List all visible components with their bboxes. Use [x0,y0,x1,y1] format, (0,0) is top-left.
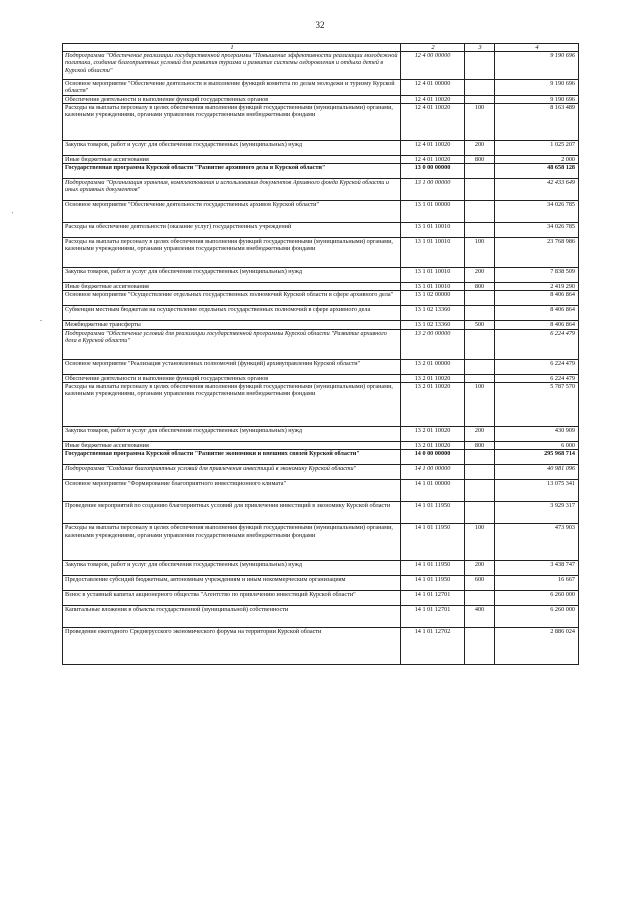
row-code: 13 1 01 10010 [401,223,465,238]
row-amount: 8 406 864 [495,306,579,321]
row-expense-type [465,52,495,80]
row-amount: 9 190 696 [495,95,579,103]
row-code: 13 1 01 00000 [401,201,465,223]
header-col-3: 3 [465,44,495,52]
table-row [63,164,579,179]
row-name: Подпрограмма "Организация хранения, комплектования и использования документов Архивного фонда Курской области и иных архивных документов" [63,179,401,201]
row-code: 13 1 01 10010 [401,283,465,291]
table-row [63,329,579,359]
row-expense-type [465,502,495,524]
row-code: 13 1 02 00000 [401,291,465,306]
row-code: 12 4 01 00000 [401,80,465,96]
row-name: Расходы на выплаты персоналу в целях обеспечения выполнения функций государственными (муниципальными) органами, казенными учреждениями, органами управления государственными внебюджетными фондами [63,103,401,140]
row-amount: 9 190 696 [495,80,579,96]
table-row [63,524,579,561]
row-code: 12 4 01 10020 [401,95,465,103]
row-expense-type [465,95,495,103]
row-expense-type [465,164,495,179]
row-amount: 34 026 785 [495,223,579,238]
row-code: 13 2 01 00000 [401,359,465,374]
row-name: Подпрограмма "Создание благоприятных условий для привлечения инвестиций в экономику Курской области" [63,465,401,480]
row-expense-type [465,374,495,382]
table-row [63,80,579,96]
table-row [63,442,579,450]
row-code: 13 2 01 10020 [401,374,465,382]
table-row [63,480,579,502]
row-expense-type: 200 [465,140,495,155]
row-name: Капитальные вложения в объекты государственной (муниципальной) собственности [63,606,401,628]
row-name: Иные бюджетные ассигнования [63,155,401,163]
page-number: 32 [315,20,325,30]
row-name: Подпрограмма "Обеспечение реализации государственной программы "Повышение эффективности реализации молодежной политики, создание благоприятных условий для развития туризма и развитие системы оздоровления и отдыха детей в Курской области" [63,52,401,80]
row-code: 14 1 01 12701 [401,591,465,606]
row-expense-type: 800 [465,442,495,450]
table-row [63,321,579,329]
row-amount: 7 838 509 [495,268,579,283]
row-name: Расходы на выплаты персоналу в целях обеспечения выполнения функций государственными (муниципальными) органами, казенными учреждениями, органами управления государственными внебюджетными фондами [63,383,401,427]
row-amount: 473 903 [495,524,579,561]
row-code: 13 2 01 10020 [401,442,465,450]
row-name: Иные бюджетные ассигнования [63,283,401,291]
row-expense-type: 100 [465,103,495,140]
row-code: 13 2 01 10020 [401,427,465,442]
row-code: 13 1 02 13360 [401,321,465,329]
header-col-2: 2 [401,44,465,52]
row-name: Государственная программа Курской области "Развитие архивного дела в Курской области" [63,164,401,179]
row-expense-type [465,591,495,606]
row-amount: 6 260 000 [495,591,579,606]
row-amount: 8 406 864 [495,291,579,306]
header-col-1: 1 [63,44,401,52]
row-expense-type [465,329,495,359]
table-row [63,268,579,283]
row-expense-type: 500 [465,321,495,329]
row-amount: 430 909 [495,427,579,442]
row-amount: 1 025 207 [495,140,579,155]
row-amount: 13 075 341 [495,480,579,502]
row-code: 13 1 01 10010 [401,238,465,268]
table-row [63,465,579,480]
margin-mark: ' [12,212,14,218]
row-expense-type: 400 [465,606,495,628]
row-code: 12 4 01 10020 [401,155,465,163]
row-expense-type: 200 [465,427,495,442]
row-name: Закупка товаров, работ и услуг для обеспечения государственных (муниципальных) нужд [63,268,401,283]
row-name: Предоставление субсидий бюджетным, автономным учреждениям и иным некоммерческим организациям [63,576,401,591]
row-expense-type [465,450,495,465]
table-row [63,383,579,427]
row-expense-type: 600 [465,576,495,591]
row-code: 14 1 01 11950 [401,502,465,524]
row-name: Расходы на обеспечение деятельности (оказание услуг) государственных учреждений [63,223,401,238]
row-amount: 295 968 714 [495,450,579,465]
row-expense-type [465,306,495,321]
table-row [63,561,579,576]
table-row [63,606,579,628]
row-amount: 8 163 489 [495,103,579,140]
row-expense-type: 200 [465,561,495,576]
table-row [63,306,579,321]
row-code: 14 1 01 12701 [401,606,465,628]
table-row [63,427,579,442]
row-name: Основное мероприятие "Формирование благоприятного инвестиционного климата" [63,480,401,502]
row-code: 14 1 01 11950 [401,561,465,576]
row-expense-type: 800 [465,283,495,291]
row-code: 12 4 00 00000 [401,52,465,80]
row-amount: 2 000 [495,155,579,163]
row-name: Расходы на выплаты персоналу в целях обеспечения выполнения функций государственными (муниципальными) органами, казенными учреждениями, органами управления государственными внебюджетными фондами [63,238,401,268]
row-amount: 16 667 [495,576,579,591]
row-name: Обеспечение деятельности и выполнение функций государственных органов [63,95,401,103]
row-code: 12 4 01 10020 [401,140,465,155]
row-expense-type [465,359,495,374]
row-name: Взнос в уставный капитал акционерного общества "Агентство по привлечению инвестиций Курской области" [63,591,401,606]
header-col-4: 4 [495,44,579,52]
row-code: 13 2 01 10020 [401,383,465,427]
table-row [63,591,579,606]
row-name: Обеспечение деятельности и выполнение функций государственных органов [63,374,401,382]
row-code: 14 1 01 00000 [401,480,465,502]
row-amount: 34 026 785 [495,201,579,223]
row-amount: 6 224 479 [495,329,579,359]
row-amount: 6 224 479 [495,359,579,374]
row-amount: 8 406 864 [495,321,579,329]
row-amount: 23 768 986 [495,238,579,268]
row-expense-type: 100 [465,238,495,268]
row-name: Закупка товаров, работ и услуг для обеспечения государственных (муниципальных) нужд [63,561,401,576]
row-amount: 9 190 696 [495,52,579,80]
table-row [63,628,579,665]
row-code: 12 4 01 10020 [401,103,465,140]
row-name: Основное мероприятие "Осуществление отдельных государственных полномочий Курской области в сфере архивного дела" [63,291,401,306]
row-code: 13 0 00 00000 [401,164,465,179]
table-row [63,576,579,591]
table-row [63,238,579,268]
row-name: Межбюджетные трансферты [63,321,401,329]
row-name: Закупка товаров, работ и услуг для обеспечения государственных (муниципальных) нужд [63,140,401,155]
table-row [63,359,579,374]
row-name: Основное мероприятие "Обеспечение деятельности государственных архивов Курской области" [63,201,401,223]
row-name: Расходы на выплаты персоналу в целях обеспечения выполнения функций государственными (муниципальными) органами, казенными учреждениями, органами управления государственными внебюджетными фондами [63,524,401,561]
row-code: 13 1 00 00000 [401,179,465,201]
table-row [63,155,579,163]
row-amount: 48 658 128 [495,164,579,179]
row-code: 14 1 00 00000 [401,465,465,480]
row-expense-type [465,223,495,238]
row-name: Закупка товаров, работ и услуг для обеспечения государственных (муниципальных) нужд [63,427,401,442]
row-expense-type [465,291,495,306]
row-code: 13 2 00 00000 [401,329,465,359]
header-row [63,44,579,52]
table-row [63,95,579,103]
row-amount: 3 438 747 [495,561,579,576]
row-expense-type [465,201,495,223]
row-expense-type [465,80,495,96]
row-amount: 6 000 [495,442,579,450]
row-code: 14 1 01 11950 [401,576,465,591]
table-row [63,450,579,465]
row-amount: 42 433 649 [495,179,579,201]
table-row [63,374,579,382]
row-code: 13 1 01 10010 [401,268,465,283]
row-code: 14 1 01 11950 [401,524,465,561]
row-expense-type: 200 [465,268,495,283]
row-expense-type [465,628,495,665]
row-name: Проведение ежегодного Среднерусского экономического форума на территории Курской области [63,628,401,665]
row-amount: 5 787 570 [495,383,579,427]
row-expense-type [465,480,495,502]
row-name: Проведение мероприятий по созданию благоприятных условий для привлечения инвестиций в экономику Курской области [63,502,401,524]
row-amount: 6 260 000 [495,606,579,628]
row-code: 14 0 00 00000 [401,450,465,465]
row-name: Субвенции местным бюджетам на осуществление отдельных государственных полномочий в сфере архивного дела [63,306,401,321]
row-name: Подпрограмма "Обеспечение условий для реализации государственной программы Курской области "Развитие архивного дела в Курской области" [63,329,401,359]
row-name: Иные бюджетные ассигнования [63,442,401,450]
table-row [63,103,579,140]
row-expense-type: 100 [465,383,495,427]
row-expense-type [465,179,495,201]
row-amount: 3 929 317 [495,502,579,524]
table-row [63,201,579,223]
table-row [63,52,579,80]
row-code: 14 1 01 12702 [401,628,465,665]
table-row [63,502,579,524]
margin-mark: - [40,318,42,324]
table-row [63,140,579,155]
row-amount: 2 886 024 [495,628,579,665]
row-amount: 6 224 479 [495,374,579,382]
table-row [63,283,579,291]
row-code: 13 1 02 13360 [401,306,465,321]
row-name: Основное мероприятие "Реализация установленных полномочий (функций) архивуправления Курской области" [63,359,401,374]
budget-table [62,43,579,665]
table-row [63,291,579,306]
row-expense-type: 100 [465,524,495,561]
table-body [63,52,579,665]
row-expense-type [465,465,495,480]
table-row [63,223,579,238]
row-name: Государственная программа Курской области "Развитие экономики и внешних связей Курской области" [63,450,401,465]
row-amount: 40 981 096 [495,465,579,480]
row-amount: 2 419 290 [495,283,579,291]
row-expense-type: 800 [465,155,495,163]
row-name: Основное мероприятие "Обеспечение деятельности и выполнение функций комитета по делам молодежи и туризму Курской области" [63,80,401,96]
table-row [63,179,579,201]
